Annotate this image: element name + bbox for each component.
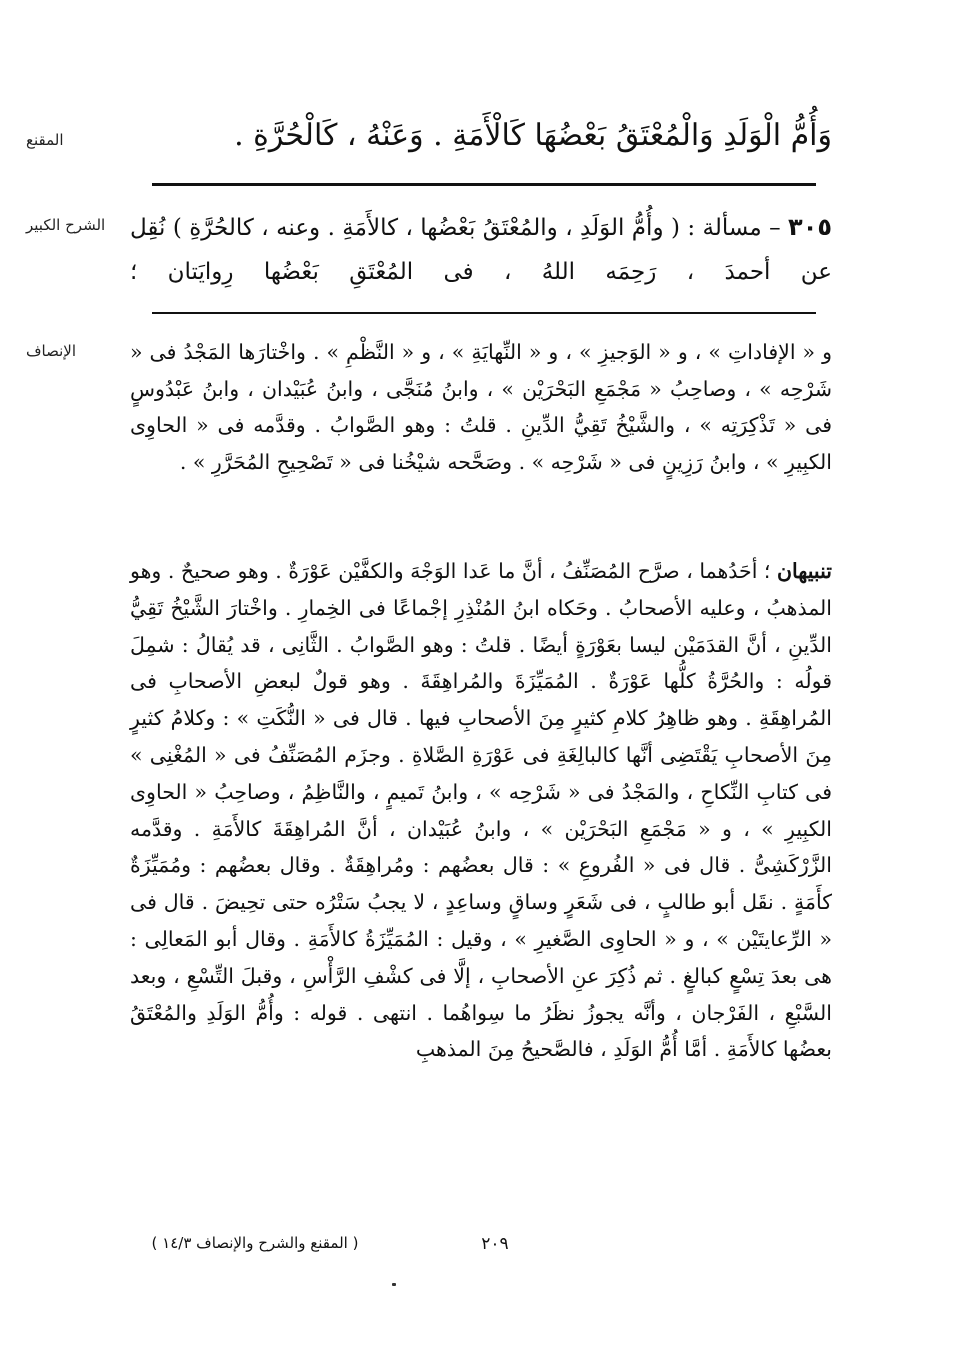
print-speck xyxy=(392,1283,396,1286)
section-divider-thick xyxy=(152,183,816,186)
muqni-text: وَأُمُّ الْوَلَدِ وَالْمُعْتَقُ بَعْضُهَا كَالْأَمَةِ . وَعَنْهُ ، كَالْحُرَّةِ . xyxy=(234,118,832,153)
volume-reference: ( المقنع والشرح والإنصاف ١٤/٣ ) xyxy=(151,1234,359,1252)
insaf-paragraph-2 xyxy=(130,553,832,1068)
label-muqni: المقنع xyxy=(26,131,64,149)
section-divider-thin xyxy=(152,312,816,314)
sharh-text xyxy=(130,205,832,294)
insaf-body: ؛ أحَدُهما ، صرَّح المُصَنِّفُ ، أنَّ ما عَدا الوَجْهَ والكفَّيْن عَوْرَةٌ . وهو صحيحٌ . وهو المذهبُ ، وعليه الأصحابُ . وحَكاه ابنُ المُنْذِرِ إجْماعًا فى الخِمارِ . واخْتارَ الشَّيْخُ تَقِيُّ الدِّينِ ، أنَّ القدَمَيْن ليسا بعَوْرَةٍ أيضًا . قلتُ : وهو الصَّوابُ . الثَّانِى ، قد يُقالُ : شمِلَ قولُه : والحُرَّةُ كلُّها عَوْرَةٌ . المُمَيِّزَةَ والمُراهِقَةَ . وهو قولٌ لبعضِ الأصحابِ فى المُراهِقَةِ . وهو ظاهِرُ كلامِ كثيرٍ مِنَ الأصحابِ فيها . قال فى « النُّكَتِ » : وكلامُ كثيرٍ مِنَ الأصحابِ يَقْتَضِى أنَّها كالبالِغَةِ فى عَوْرَةِ الصَّلاةِ . وجزَم المُصَنِّفُ فى « المُغْنِى » فى كتابِ النِّكاحِ ، والمَجْدُ فى « شَرْحِه » ، وابنُ تَميمٍ ، والنَّاظِمُ ، وصاحِبُ « الحاوِى الكبِيرِ » ، و « مَجْمَعِ البَحْرَيْن » ، وابنُ عُبَيْدان ، أنَّ المُراهِقَةَ كالأَمَةِ . وقدَّمه الزَّرْكَشِىُّ . قال فى « الفُروعِ » : قال بعضُهم : ومُراهِقَةٌ . وقال بعضُهم : ومُمَيِّزَةٌ كأَمَةٍ . نقَل أبو طالبٍ ، فى شَعَرٍ وساقٍ وساعِدٍ ، لا يجبُ سَتْرُه حتى تحِيضَ . قال فى « الرِّعايتَيْن » ، و « الحاوِى الصَّغيرِ » ، وقيل : المُمَيِّزَةُ كالأَمَةِ . وقال أبو المَعالِى : هى بعدَ تِسْعٍ كبالغٍ . ثم ذُكِرَ عنِ الأصحابِ ، إلَّا فى كشْفِ الرَّأْسِ ، وقبلَ التِّسْعِ ، وبعد السَّبْعِ ، الفَرْجان ، وأنَّه يجوزُ نظَرُ ما سِواهُما . انتهى . قوله : وأُمُّ الوَلَدِ والمُعْتَقُ بعضُها كالأَمَةِ . أمَّا أُمُّ الوَلَدِ ، فالصَّحيحُ مِنَ المذهبِ xyxy=(130,559,832,1062)
tanbihan-heading: تنبيهان xyxy=(776,559,832,583)
issue-number: ٣٠٥ xyxy=(788,213,832,241)
label-sharh: الشرح الكبير xyxy=(26,216,106,234)
sharh-body: – مسألة : ( وأُمُّ الوَلَدِ ، والمُعْتَقُ بَعْضُها ، كالأَمَةِ . وعنه ، كالحُرَّةِ ) نُقِل عن أحمدَ ، رَحِمَه اللهُ ، فى المُعْتَقِ بَعْضُها رِوايَتان ؛ xyxy=(130,215,832,285)
insaf-paragraph-1: و « الإفاداتِ » ، و « الوَجيزِ » ، و « النِّهايَةِ » ، و « النَّظْمِ » . واخْتارَها المَجْدُ فى « شَرْحِه » ، وصاحِبُ « مَجْمَعِ البَحْرَيْن » ، وابنُ مُنَجَّى ، وابنُ عُبَيْدان ، وابنُ عَبْدُوسٍ فى « تَذْكِرَتِه » ، والشَّيْخُ تَقِيُّ الدِّينِ . قلتُ : وهو الصَّوابُ . وقدَّمه فى « الحاوِى الكبِيرِ » ، وابنُ رَزِينٍ فى « شَرْحِه » . وصَحَّحه شيْخُنا فى « تَصْحِيحِ المُحَرَّرِ » . xyxy=(130,340,832,474)
label-insaf: الإنصاف xyxy=(26,342,77,360)
page-number: ٢٠٩ xyxy=(481,1234,509,1254)
